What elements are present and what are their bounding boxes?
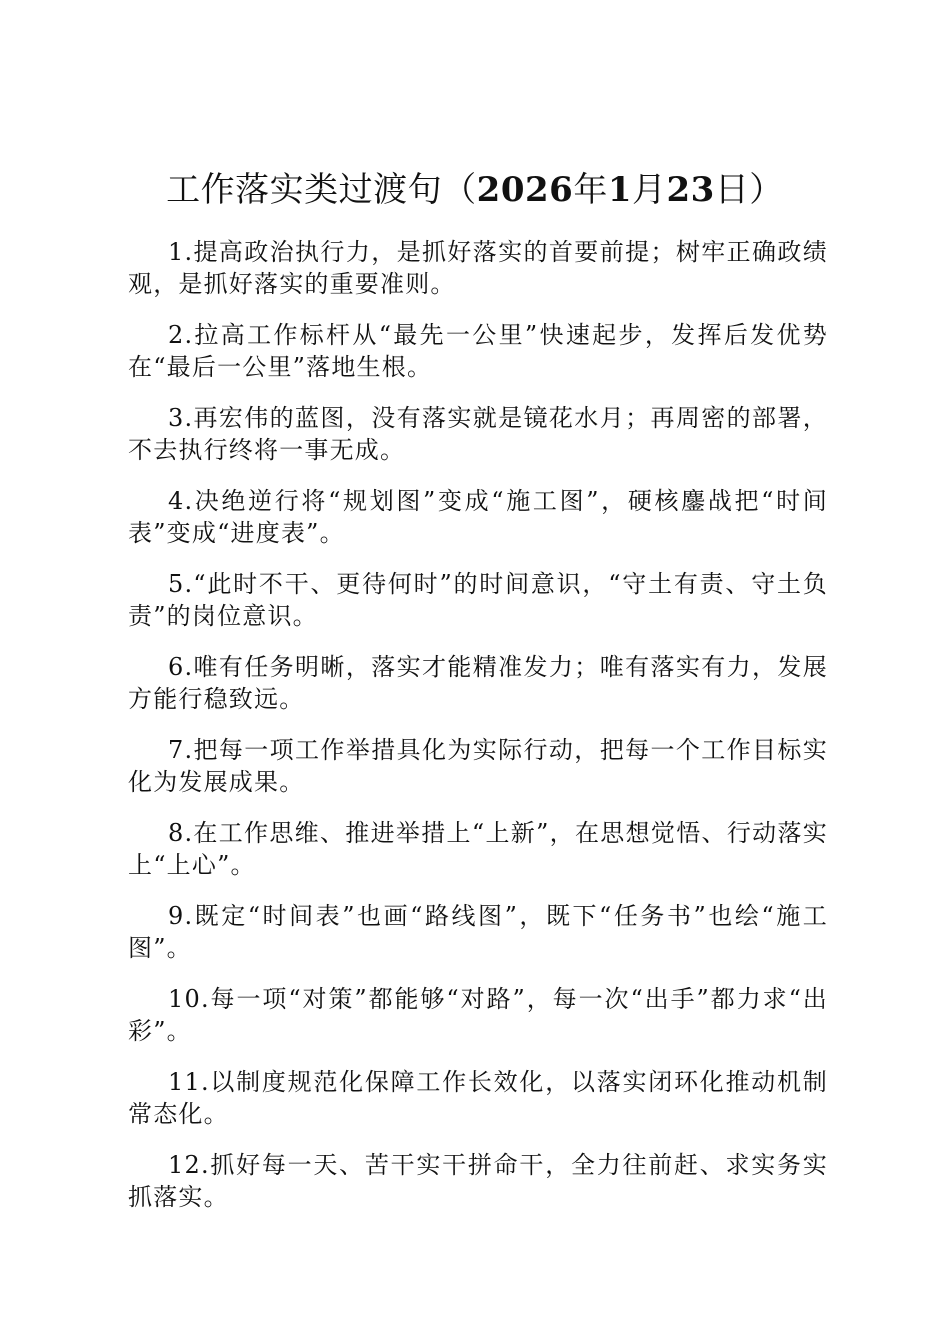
title-prefix: 工作落实类过渡句（ (166, 170, 477, 210)
sentence-item-2: 2.拉高工作标杆从“最先一公里”快速起步，发挥后发优势在“最后一公里”落地生根。 (128, 321, 828, 381)
sentence-item-7: 7.把每一项工作举措具化为实际行动，把每一个工作目标实化为发展成果。 (128, 736, 828, 796)
sentence-item-8: 8.在工作思维、推进举措上“上新”，在思想觉悟、行动落实上“上心”。 (128, 819, 828, 879)
sentence-item-10: 10.每一项“对策”都能够“对路”，每一次“出手”都力求“出彩”。 (128, 985, 828, 1045)
sentence-item-12: 12.抓好每一天、苦干实干拼命干，全力往前赶、求实务实抓落实。 (128, 1151, 828, 1211)
document-title (0, 168, 950, 212)
sentence-item-1: 1.提高政治执行力，是抓好落实的首要前提；树牢正确政绩观，是抓好落实的重要准则。 (128, 238, 828, 298)
title-year-suffix: 年 (573, 170, 608, 210)
title-month-suffix: 月 (631, 170, 667, 210)
sentence-item-3: 3.再宏伟的蓝图，没有落实就是镜花水月；再周密的部署，不去执行终将一事无成。 (128, 404, 828, 464)
title-day: 23 (666, 170, 715, 210)
sentence-item-11: 11.以制度规范化保障工作长效化，以落实闭环化推动机制常态化。 (128, 1068, 828, 1128)
sentence-item-5: 5.“此时不干、更待何时”的时间意识，“守土有责、守土负责”的岗位意识。 (128, 570, 828, 630)
title-day-suffix: 日） (714, 170, 784, 210)
sentence-item-6: 6.唯有任务明晰，落实才能精准发力；唯有落实有力，发展方能行稳致远。 (128, 653, 828, 713)
title-month: 1 (607, 170, 632, 210)
title-year: 2026 (476, 170, 574, 210)
sentence-item-4: 4.决绝逆行将“规划图”变成“施工图”，硬核鏖战把“时间表”变成“进度表”。 (128, 487, 828, 547)
sentence-item-9: 9.既定“时间表”也画“路线图”，既下“任务书”也绘“施工图”。 (128, 902, 828, 962)
sentence-list (128, 236, 828, 1213)
